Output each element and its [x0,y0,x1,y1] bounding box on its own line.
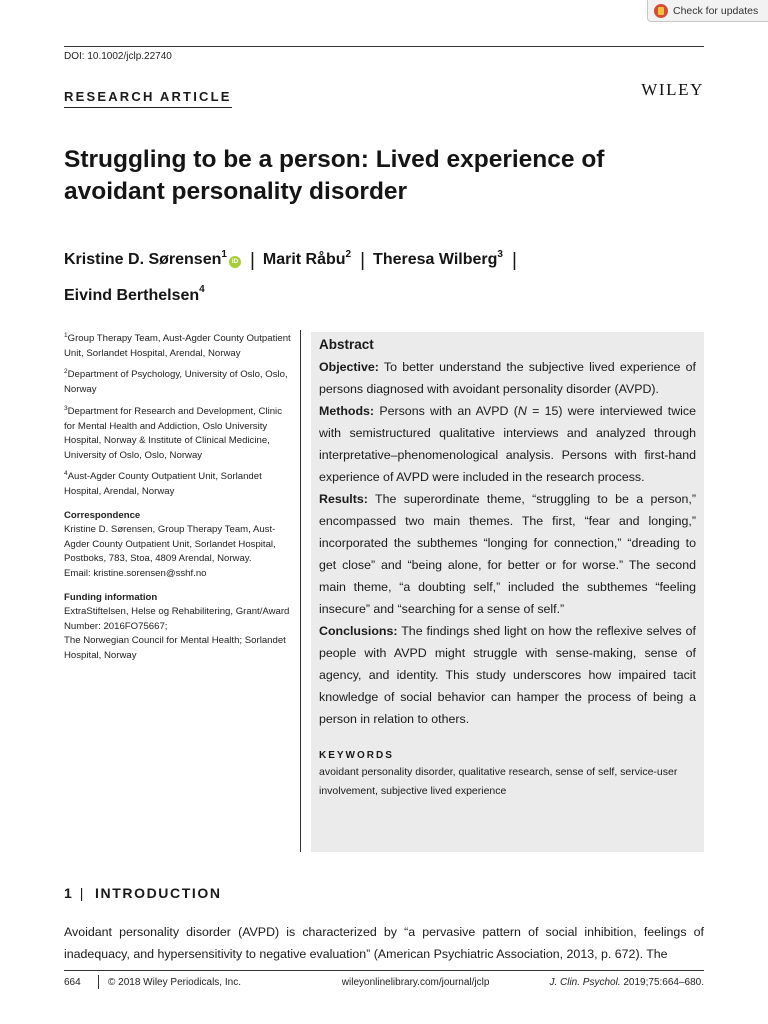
affiliation-3: $^3$Department for Research and Development, Clinic for Mental Health and Addiction, Oslo University Hospital, Norway & Institute of Clinical Medicine, University of Oslo, Oslo, Norway [64,404,282,461]
doi[interactable]: DOI: 10.1002/jclp.22740 [64,51,172,62]
abstract-box [311,332,704,852]
author-separator: | [511,250,517,272]
check-for-updates-label: Check for updates [673,4,759,17]
author-separator: | [360,250,366,272]
abstract-heading: Abstract [319,337,374,352]
abstract-methods: Methods: Persons with an AVPD (N = 15) were interviewed twice with semistructured qualitative interviews and analyzed through interpretative–phenomenological analysis. Persons with first-hand experience of AVPD were included in the research process. [319,404,696,484]
section-heading: 1 | INTRODUCTION [64,885,222,901]
abstract-objective: Objective: To better understand the subjective lived experience of persons diagnosed with avoidant personality disorder (AVPD). [319,360,697,396]
abstract-conclusions: Conclusions: The findings shed light on how the reflexive selves of people with AVPD might struggle with sense-making, sense of agency, and identity. This study underscores how impaired tacit knowledge of social behavior can hamper the process of being a person in relation to others. [319,624,696,726]
correspondence-heading: Correspondence [64,509,141,521]
header-rule [64,46,704,47]
publisher-logo: WILEY [641,80,704,99]
funding-line-2: The Norwegian Council for Mental Health; Sorlandet Hospital, Norway [64,635,286,662]
author-separator: | [249,250,255,272]
journal-citation: J. Clin. Psychol. 2019;75:664–680. [549,976,704,988]
author-3[interactable]: Theresa Wilberg$^3$ [373,249,503,269]
footer-divider [98,975,99,989]
check-for-updates-button[interactable] [647,0,768,22]
page-number: 664 [64,976,81,988]
correspondence-email[interactable]: Email: kristine.sorensen@sshf.no [64,568,207,580]
crossmark-icon [654,4,668,18]
keywords-list: avoidant personality disorder, qualitative research, sense of self, service-user involvement, subjective lived experience [319,766,678,797]
author-4[interactable]: Eivind Berthelsen$^4$ [64,284,205,304]
funding-line-1: ExtraStiftelsen, Helse og Rehabilitering, Grant/Award Number: 2016FO75667; [64,606,290,632]
orcid-icon[interactable]: iD [229,256,241,268]
author-list [64,241,704,311]
affiliation-4: $^4$Aust-Agder County Outpatient Unit, Sorlandet Hospital, Arendal, Norway [64,470,262,498]
funding-heading: Funding information [64,591,158,603]
copyright: © 2018 Wiley Periodicals, Inc. [108,976,241,988]
article-type: RESEARCH ARTICLE [64,89,232,108]
introduction-text: Avoidant personality disorder (AVPD) is characterized by “a pervasive pattern of social inhibition, feelings of inadequacy, and hypersensitivity to negative evaluation” (American Psychiatric Association, 2013, p. 672). The [64,925,704,961]
abstract-results: Results: The superordinate theme, “struggling to be a person,” encompassed two main themes. The first, “fear and longing,” incorporated the subthemes “longing for connection,” “dreading to get close” and “being alone, for better or for worse.” The second main theme, “a doubting self,” included the subthemes “feeling insecure” and “searching for a sense of self.” [319,492,696,616]
article-title: Struggling to be a person: Lived experience of avoidant personality disorder [64,146,605,205]
keywords-heading: KEYWORDS [319,750,394,761]
affiliation-2: $^2$Department of Psychology, University of Oslo, Oslo, Norway [64,368,288,396]
correspondence-address: Kristine D. Sørensen, Group Therapy Team, Aust-Agder County Outpatient Unit, Sorlandet Hospital, Postboks, 783, Stoa, 4809 Arendal, Norway. [64,524,276,565]
page-footer [64,975,704,989]
journal-site-link[interactable]: wileyonlinelibrary.com/journal/jclp [341,976,490,988]
column-divider [300,330,301,852]
author-1[interactable]: Kristine D. Sørensen$^1$ [64,249,227,269]
affiliation-1: $^1$Group Therapy Team, Aust-Agder County Outpatient Unit, Sorlandet Hospital, Arendal, Norway [64,332,291,359]
affiliations-column [64,329,292,664]
footer-rule [64,970,704,971]
author-2[interactable]: Marit Råbu$^2$ [262,249,352,269]
